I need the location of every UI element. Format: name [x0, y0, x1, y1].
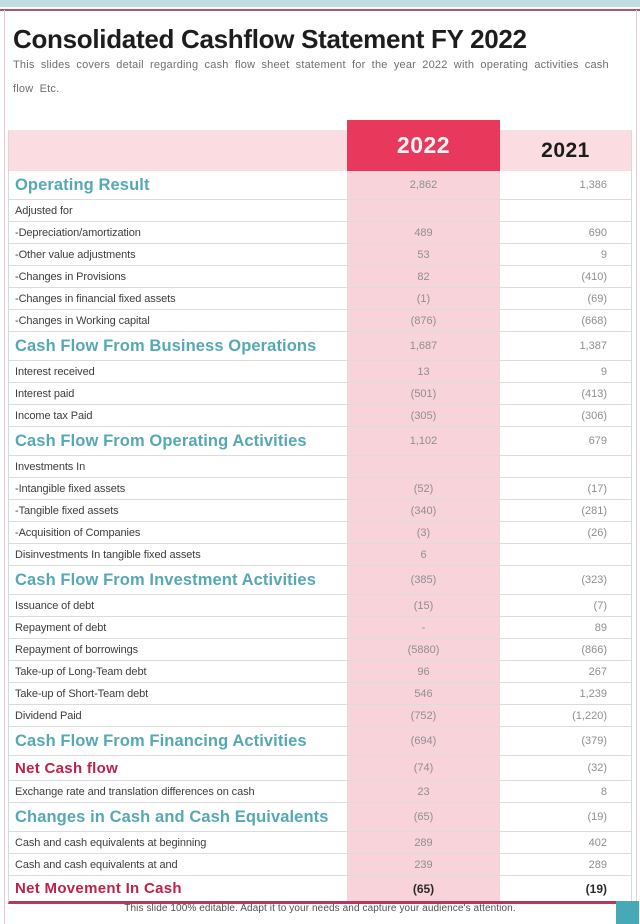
value-2021: (379) [581, 735, 607, 747]
value-2022: (501) [347, 383, 500, 404]
row-label: -Other value adjustments [15, 248, 136, 261]
value-2022: 1,102 [347, 427, 500, 455]
value-2021: (69) [587, 292, 607, 305]
table-row [9, 171, 631, 200]
row-label: Adjusted for [15, 204, 73, 217]
row-label: -Changes in Working capital [15, 314, 150, 327]
value-2021: (17) [587, 482, 607, 495]
header-empty-cell [9, 131, 347, 171]
value-2022: (752) [347, 705, 500, 726]
value-2021 [500, 200, 631, 221]
value-2021 [500, 544, 631, 565]
value-2022: 239 [347, 854, 500, 875]
row-label: Take-up of Short-Team debt [15, 687, 149, 700]
value-2022: 489 [347, 222, 500, 243]
value-2021: (413) [581, 387, 607, 400]
row-label: Cash and cash equivalents at beginning [15, 836, 207, 849]
value-2022: (340) [347, 500, 500, 521]
value-2021: (19) [585, 881, 607, 896]
value-2021: 679 [588, 435, 607, 447]
value-2022: 2,862 [347, 171, 500, 199]
row-label: Net Cash flow [15, 759, 119, 777]
row-label: -Intangible fixed assets [15, 482, 126, 495]
right-border-line [636, 10, 637, 924]
table-row [9, 310, 631, 332]
value-2021: (32) [587, 762, 607, 774]
value-2021: 267 [588, 665, 607, 678]
table-row [9, 683, 631, 705]
table-row [9, 854, 631, 876]
row-label: -Acquisition of Companies [15, 526, 141, 539]
value-2021: (7) [593, 599, 607, 612]
table-header-row [9, 131, 631, 171]
value-2021: 8 [600, 785, 607, 798]
value-2021: 1,386 [579, 179, 607, 191]
row-label: -Changes in financial fixed assets [15, 292, 176, 305]
table-row [9, 332, 631, 361]
value-2021: 9 [600, 365, 607, 378]
value-2022 [347, 456, 500, 477]
value-2021: (410) [581, 270, 607, 283]
value-2021: 690 [588, 226, 607, 239]
value-2022: (385) [347, 566, 500, 594]
footer-note: This slide 100% editable. Adapt it to your needs and capture your audience's attention. [124, 903, 516, 914]
value-2021: (26) [587, 526, 607, 539]
value-2022 [347, 200, 500, 221]
value-2021: (19) [587, 811, 607, 823]
row-label: Issuance of debt [15, 599, 95, 612]
header-cell-2022 [347, 131, 500, 171]
row-label: Cash Flow From Investment Activities [15, 570, 316, 589]
table-row [9, 456, 631, 478]
value-2021 [500, 456, 631, 477]
table-row [9, 478, 631, 500]
table-row [9, 876, 631, 901]
value-2022: (65) [347, 803, 500, 831]
row-label: -Changes in Provisions [15, 270, 126, 283]
row-label: Interest paid [15, 387, 75, 400]
value-2022: 96 [347, 661, 500, 682]
value-2022: (876) [347, 310, 500, 331]
row-label: Cash Flow From Business Operations [15, 336, 317, 355]
top-rule-line [0, 9, 640, 11]
row-label: -Depreciation/amortization [15, 226, 141, 239]
value-2022: (74) [347, 756, 500, 780]
value-2022: (52) [347, 478, 500, 499]
table-body [9, 171, 631, 901]
value-2021: (668) [581, 314, 607, 327]
row-label: Repayment of debt [15, 621, 107, 634]
row-label: Dividend Paid [15, 709, 82, 722]
row-label: Changes in Cash and Cash Equivalents [15, 807, 329, 826]
value-2022: 53 [347, 244, 500, 265]
value-2021: 289 [588, 858, 607, 871]
table-row [9, 222, 631, 244]
value-2021: 9 [600, 248, 607, 261]
table-row [9, 288, 631, 310]
header-cell-2021: 2021 [541, 139, 590, 162]
value-2022: (65) [347, 876, 500, 901]
subtitle-text: This slides covers detail regarding cash flow sheet statement for the year 2022 with operating activities cash flow Etc. [13, 59, 609, 95]
value-2021: (323) [581, 574, 607, 586]
row-label: Interest received [15, 365, 95, 378]
table-row [9, 522, 631, 544]
value-2021: 1,239 [579, 687, 607, 700]
value-2021: (281) [581, 504, 607, 517]
value-2022: (1) [347, 288, 500, 309]
value-2022: 546 [347, 683, 500, 704]
table-row [9, 639, 631, 661]
top-accent-bar [0, 0, 640, 7]
left-border-line [4, 10, 5, 924]
value-2021: 89 [594, 621, 607, 634]
value-2022: 13 [347, 361, 500, 382]
value-2022: (5880) [347, 639, 500, 660]
corner-teal-square [616, 901, 639, 924]
table-row [9, 383, 631, 405]
row-label: -Tangible fixed assets [15, 504, 119, 517]
table-row [9, 244, 631, 266]
value-2021: 1,387 [579, 340, 607, 352]
table-row [9, 727, 631, 756]
table-row [9, 803, 631, 832]
table-row [9, 617, 631, 639]
table-row [9, 544, 631, 566]
table-row [9, 200, 631, 222]
row-label: Repayment of borrowings [15, 643, 139, 656]
table-row [9, 405, 631, 427]
table-row [9, 832, 631, 854]
row-label: Cash Flow From Financing Activities [15, 731, 307, 750]
table-row [9, 705, 631, 727]
value-2022: 23 [347, 781, 500, 802]
table-row [9, 427, 631, 456]
year-2022-highlight: 2022 [347, 120, 500, 171]
value-2021: (866) [581, 643, 607, 656]
row-label: Take-up of Long-Team debt [15, 665, 147, 678]
row-label: Operating Result [15, 175, 150, 194]
value-2022: 289 [347, 832, 500, 853]
table-row [9, 595, 631, 617]
table-row [9, 661, 631, 683]
table-row [9, 266, 631, 288]
table-row [9, 781, 631, 803]
row-label: Cash and cash equivalents at and [15, 858, 178, 871]
row-label: Cash Flow From Operating Activities [15, 431, 307, 450]
value-2022: (305) [347, 405, 500, 426]
row-label: Income tax Paid [15, 409, 93, 422]
cashflow-table [8, 130, 632, 904]
value-2021: (306) [581, 409, 607, 422]
value-2022: (3) [347, 522, 500, 543]
table-row [9, 566, 631, 595]
row-label: Net Movement In Cash [15, 880, 182, 897]
value-2022: 1,687 [347, 332, 500, 360]
value-2022: 82 [347, 266, 500, 287]
table-row [9, 361, 631, 383]
row-label: Exchange rate and translation differences on cash [15, 785, 255, 798]
value-2021: 402 [588, 836, 607, 849]
row-label: Disinvestments In tangible fixed assets [15, 548, 201, 561]
table-row [9, 500, 631, 522]
value-2021: (1,220) [572, 709, 607, 722]
value-2022: (694) [347, 727, 500, 755]
row-label: Investments In [15, 460, 86, 473]
table-row [9, 756, 631, 781]
page-title: Consolidated Cashflow Statement FY 2022 [13, 24, 527, 54]
value-2022: - [347, 617, 500, 638]
value-2022: 6 [347, 544, 500, 565]
value-2022: (15) [347, 595, 500, 616]
